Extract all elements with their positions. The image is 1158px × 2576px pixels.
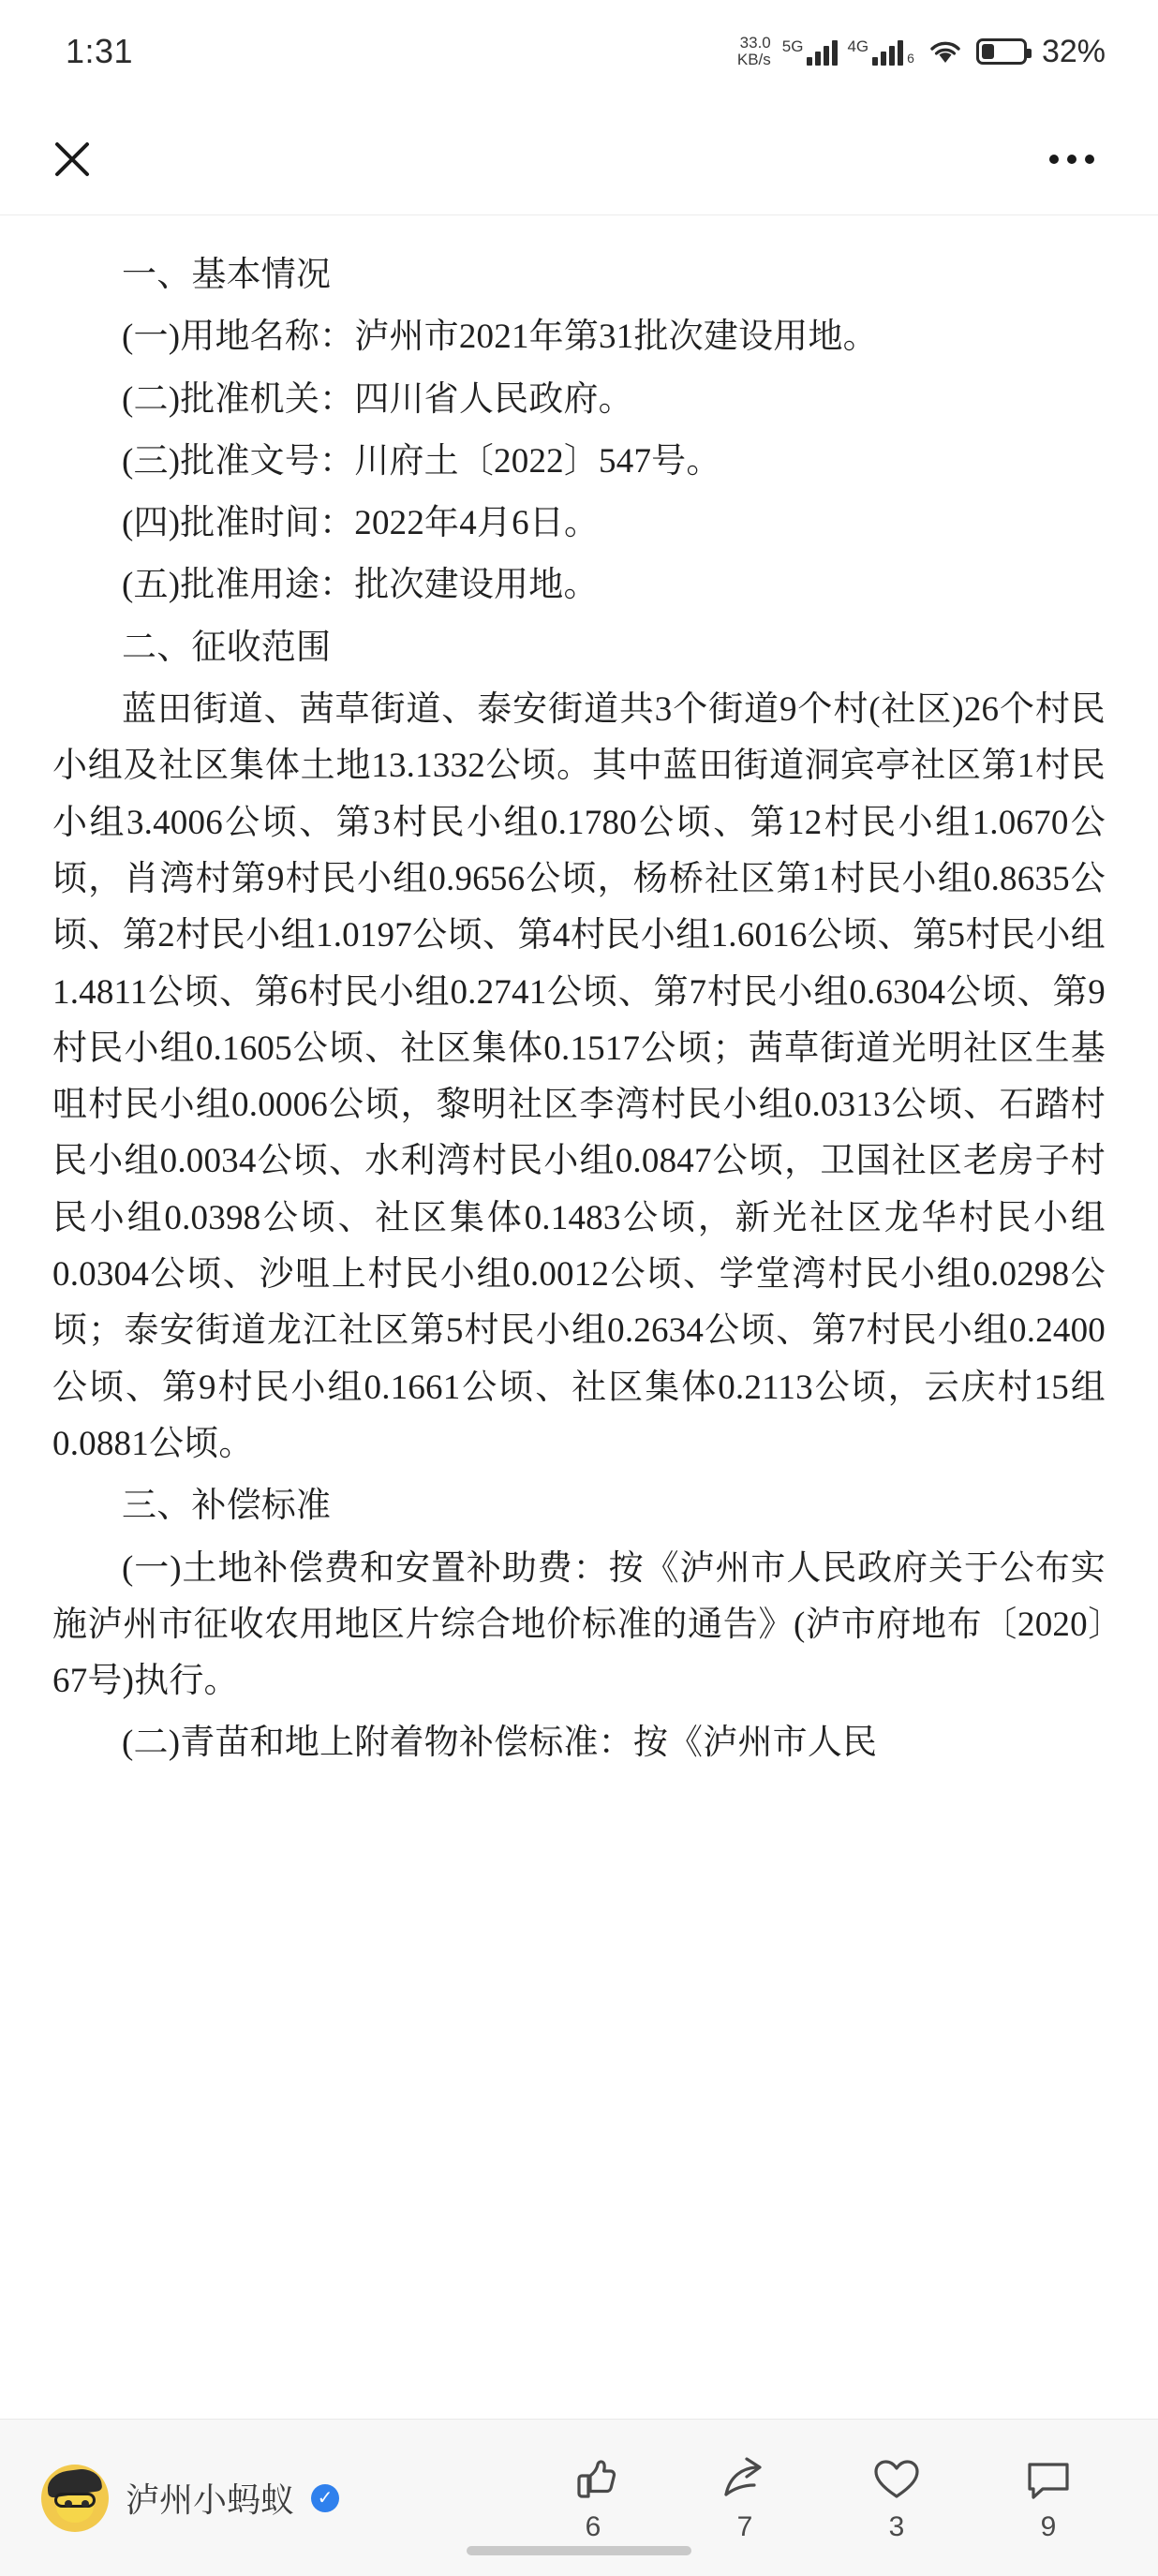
- avatar-glasses-icon: [54, 2493, 96, 2508]
- status-clock: 1:31: [66, 32, 134, 70]
- battery-fill: [982, 44, 994, 59]
- share-count: 7: [736, 2510, 753, 2542]
- network-speed-unit: KB/s: [736, 51, 771, 68]
- battery-percent-label: 32%: [1041, 33, 1106, 69]
- article-paragraph: (二)批准机关：四川省人民政府。: [122, 379, 633, 419]
- article-heading-1: 一、基本情况: [122, 256, 332, 294]
- favorite-button[interactable]: [860, 2453, 933, 2543]
- sim1-signal-icon: [782, 37, 839, 66]
- wifi-icon: [928, 37, 963, 66]
- favorite-count: 3: [888, 2510, 905, 2542]
- comment-bubble-icon: [1022, 2453, 1075, 2506]
- author-link[interactable]: [41, 2465, 339, 2532]
- article-paragraph: (四)批准时间：2022年4月6日。: [122, 504, 600, 543]
- thumbs-up-icon: [567, 2453, 619, 2506]
- close-button[interactable]: [43, 130, 101, 188]
- status-icons: [737, 34, 1106, 70]
- top-navigation-bar: [0, 103, 1158, 215]
- sim1-signal-bars: [807, 37, 838, 66]
- sim2-slot-label: 6: [907, 51, 914, 66]
- article-paragraph: (一)用地名称：泸州市2021年第31批次建设用地。: [122, 318, 878, 357]
- action-buttons: [557, 2453, 1117, 2543]
- article-paragraph: 蓝田街道、茜草街道、泰安街道共3个街道9个村(社区)26个村民小组及社区集体土地13.1332公顷。其中蓝田街道洞宾亭社区第1村民小组3.4006公顷、第3村民小组0.1780公顷、第12村民小组1.0670公顷，肖湾村第9村民小组0.9656公顷，杨桥社区第1村民小组0.8635公顷、第2村民小组1.0197公顷、第4村民小组1.6016公顷、第5村民小组1.4811公顷、第6村民小组0.2741公顷、第7村民小组0.6304公顷、第9村民小组0.1605公顷、社区集体0.1517公顷；茜草街道光明社区生基咀村民小组0.0006公顷，黎明社区李湾村民小组0.0313公顷、石踏村民小组0.0034公顷、水利湾村民小组0.0847公顷，卫国社区老房子村民小组0.0398公顷、社区集体0.1483公顷，新光社区龙华村民小组0.0304公顷、沙咀上村民小组0.0012公顷、学堂湾村民小组0.0298公顷；泰安街道龙江社区第5村民小组0.2634公顷、第7村民小组0.2400公顷、第9村民小组0.1661公顷、社区集体0.2113公顷，云庆村15组0.0881公顷。: [52, 690, 1106, 1463]
- article-paragraph: (五)批准用途：批次建设用地。: [122, 566, 599, 605]
- avatar-eye: [82, 2500, 89, 2508]
- sim2-signal-icon: [847, 37, 913, 66]
- battery-icon: [976, 38, 1027, 65]
- verified-badge-icon: ✓: [311, 2484, 339, 2512]
- share-arrow-icon: [719, 2453, 771, 2506]
- sim1-network-type-label: 5G: [781, 37, 804, 55]
- article-paragraph: (三)批准文号：川府土〔2022〕547号。: [122, 441, 721, 481]
- vertical-scrollbar[interactable]: [1148, 871, 1154, 1714]
- comment-button[interactable]: [1012, 2453, 1085, 2543]
- article-heading-3: 三、补偿标准: [122, 1487, 332, 1526]
- author-name: 泸州小蚂蚁: [126, 2480, 295, 2519]
- home-indicator[interactable]: [467, 2546, 691, 2555]
- more-dot-icon: [1049, 155, 1059, 164]
- more-dot-icon: [1085, 155, 1094, 164]
- like-count: 6: [585, 2510, 601, 2542]
- network-speed-indicator: [737, 35, 771, 68]
- share-button[interactable]: [708, 2453, 781, 2543]
- avatar-eye: [65, 2500, 72, 2508]
- article-paragraph-partial: (二)青苗和地上附着物补偿标准：按《泸州市人民: [122, 1724, 878, 1763]
- article-paragraph: (一)土地补偿费和安置补助费：按《泸州市人民政府关于公布实施泸州市征收农用地区片综合地价标准的通告》(泸市府地布〔2020〕67号)执行。: [52, 1548, 1106, 1701]
- avatar: [41, 2465, 109, 2532]
- sim2-signal-bars: [872, 37, 903, 66]
- article-content[interactable]: [0, 215, 1158, 2314]
- close-icon: [50, 137, 95, 182]
- more-options-button[interactable]: [1034, 130, 1109, 188]
- network-speed-value: 33.0: [739, 34, 771, 52]
- like-button[interactable]: [557, 2453, 630, 2543]
- status-bar: [0, 0, 1158, 103]
- comment-count: 9: [1040, 2510, 1057, 2542]
- more-dot-icon: [1067, 155, 1076, 164]
- sim2-network-type-label: 4G: [847, 37, 869, 55]
- heart-icon: [870, 2453, 923, 2506]
- article-heading-2: 二、征收范围: [122, 628, 332, 667]
